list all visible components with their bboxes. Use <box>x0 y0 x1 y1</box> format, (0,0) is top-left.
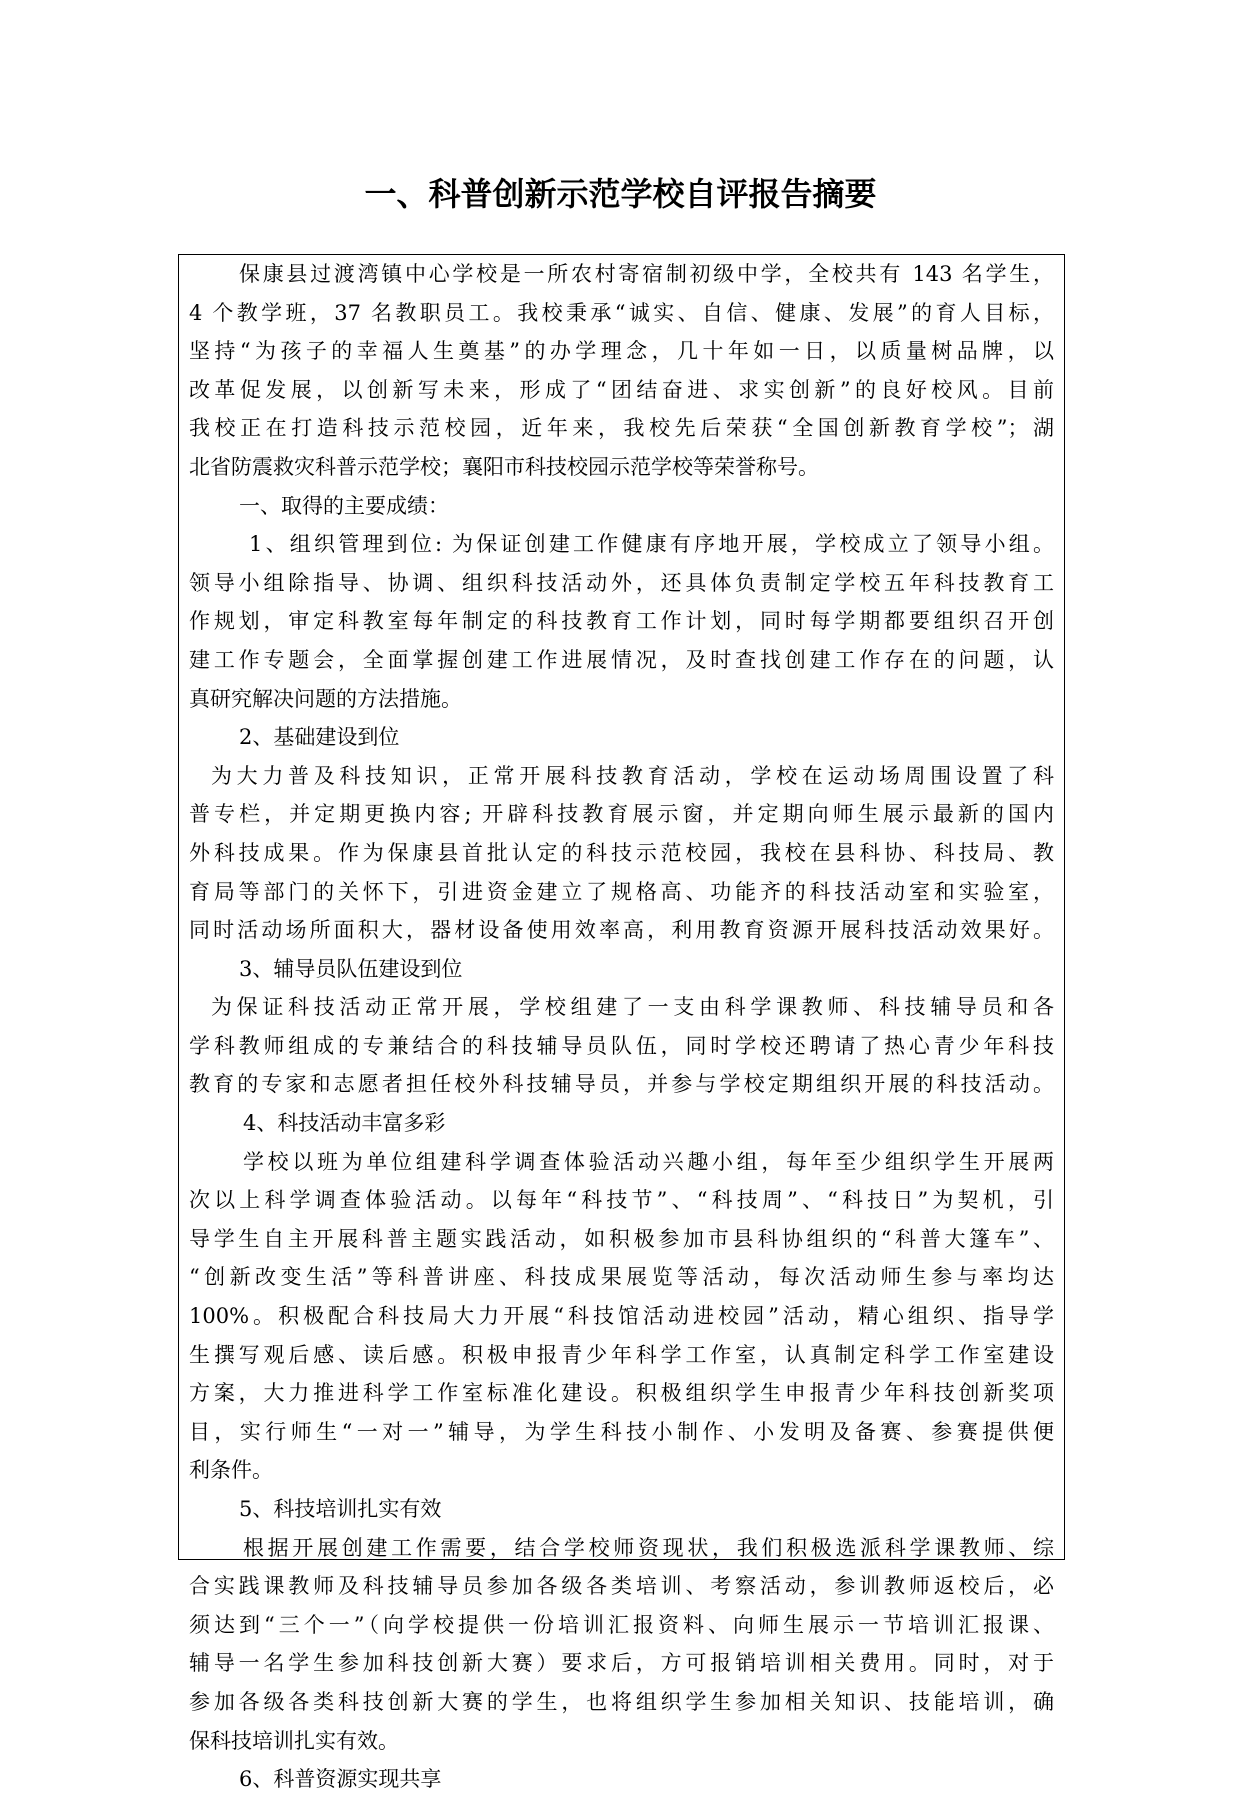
text-line: 4 个教学班，37 名教职员工。我校秉承“诚实、自信、健康、发展”的育人目标， <box>189 300 1054 325</box>
text-line: 次以上科学调查体验活动。以每年“科技节”、“科技周”、“科技日”为契机，引 <box>189 1188 1054 1213</box>
text-line: 领导小组除指导、协调、组织科技活动外，还具体负责制定学校五年科技教育工 <box>189 570 1054 595</box>
text-line: 参加各级各类科技创新大赛的学生，也将组织学生参加相关知识、技能培训，确 <box>189 1689 1054 1714</box>
text-line: 学科教师组成的专兼结合的科技辅导员队伍，同时学校还聘请了热心青少年科技 <box>189 1033 1054 1058</box>
subsection-heading: 3、辅导员队伍建设到位 <box>239 956 463 981</box>
section-heading: 一、取得的主要成绩： <box>239 493 449 518</box>
text-line: “创新改变生活”等科普讲座、科技成果展览等活动，每次活动师生参与率均达 <box>189 1265 1054 1290</box>
text-line: 生撰写观后感、读后感。积极申报青少年科学工作室，认真制定科学工作室建设 <box>189 1342 1054 1367</box>
text-line: 方案，大力推进科学工作室标准化建设。积极组织学生申报青少年科技创新奖项 <box>189 1381 1054 1406</box>
text-line: 真研究解决问题的方法措施。 <box>189 686 462 711</box>
text-line: 我校正在打造科技示范校园，近年来，我校先后荣获“全国创新教育学校”；湖 <box>189 416 1054 441</box>
text-line: 同时活动场所面积大，器材设备使用效率高，利用教育资源开展科技活动效果好。 <box>189 918 1054 943</box>
text-line: 坚持“为孩子的幸福人生奠基”的办学理念，几十年如一日，以质量树品牌，以 <box>189 339 1054 364</box>
text-line: 外科技成果。作为保康县首批认定的科技示范校园，我校在县科协、科技局、教 <box>189 840 1054 865</box>
text-line: 学校以班为单位组建科学调查体验活动兴趣小组，每年至少组织学生开展两 <box>243 1149 1054 1174</box>
text-line: 须达到“三个一”（向学校提供一份培训汇报资料、向师生展示一节培训汇报课、 <box>189 1612 1054 1637</box>
text-line: 辅导一名学生参加科技创新大赛）要求后，方可报销培训相关费用。同时，对于 <box>189 1651 1054 1676</box>
text-line: 北省防震救灾科普示范学校；襄阳市科技校园示范学校等荣誉称号。 <box>189 454 819 479</box>
page-title: 一、科普创新示范学校自评报告摘要 <box>364 175 877 213</box>
text-line: 改革促发展，以创新写未来，形成了“团结奋进、求实创新”的良好校风。目前 <box>189 377 1054 402</box>
subsection-heading: 4、科技活动丰富多彩 <box>243 1111 446 1136</box>
subsection-heading: 6、科普资源实现共享 <box>239 1767 442 1792</box>
text-line: 根据开展创建工作需要，结合学校师资现状，我们积极选派科学课教师、综 <box>243 1535 1054 1560</box>
text-line: 保科技培训扎实有效。 <box>189 1728 399 1753</box>
text-line: 育局等部门的关怀下，引进资金建立了规格高、功能齐的科技活动室和实验室， <box>189 879 1054 904</box>
text-line: 导学生自主开展科普主题实践活动，如积极参加市县科协组织的“科普大篷车”、 <box>189 1226 1054 1251</box>
text-line: 为大力普及科技知识，正常开展科技教育活动，学校在运动场周围设置了科 <box>211 763 1054 788</box>
subsection-heading: 2、基础建设到位 <box>239 725 400 750</box>
text-line: 保康县过渡湾镇中心学校是一所农村寄宿制初级中学，全校共有 143 名学生， <box>239 262 1054 286</box>
text-line: 100%。积极配合科技局大力开展“科技馆活动进校园”活动，精心组织、指导学 <box>189 1304 1054 1329</box>
text-line: 合实践课教师及科技辅导员参加各级各类培训、考察活动，参训教师返校后，必 <box>189 1574 1054 1599</box>
text-line: 目，实行师生“一对一”辅导，为学生科技小制作、小发明及备赛、参赛提供便 <box>189 1419 1054 1444</box>
text-line: 作规划，审定科教室每年制定的科技教育工作计划，同时每学期都要组织召开创 <box>189 609 1054 634</box>
subsection-heading: 5、科技培训扎实有效 <box>239 1497 442 1521</box>
text-line: 普专栏，并定期更换内容; 开辟科技教育展示窗，并定期向师生展示最新的国内 <box>189 802 1054 827</box>
text-line: 利条件。 <box>189 1458 273 1483</box>
text-line: 1、组织管理到位: 为保证创建工作健康有序地开展，学校成立了领导小组。 <box>249 532 1054 557</box>
report-summary-box <box>178 254 1065 1792</box>
text-line: 为保证科技活动正常开展，学校组建了一支由科学课教师、科技辅导员和各 <box>211 995 1054 1020</box>
text-line: 建工作专题会，全面掌握创建工作进展情况，及时查找创建工作存在的问题，认 <box>189 647 1054 672</box>
text-line: 教育的专家和志愿者担任校外科技辅导员，并参与学校定期组织开展的科技活动。 <box>189 1072 1054 1097</box>
